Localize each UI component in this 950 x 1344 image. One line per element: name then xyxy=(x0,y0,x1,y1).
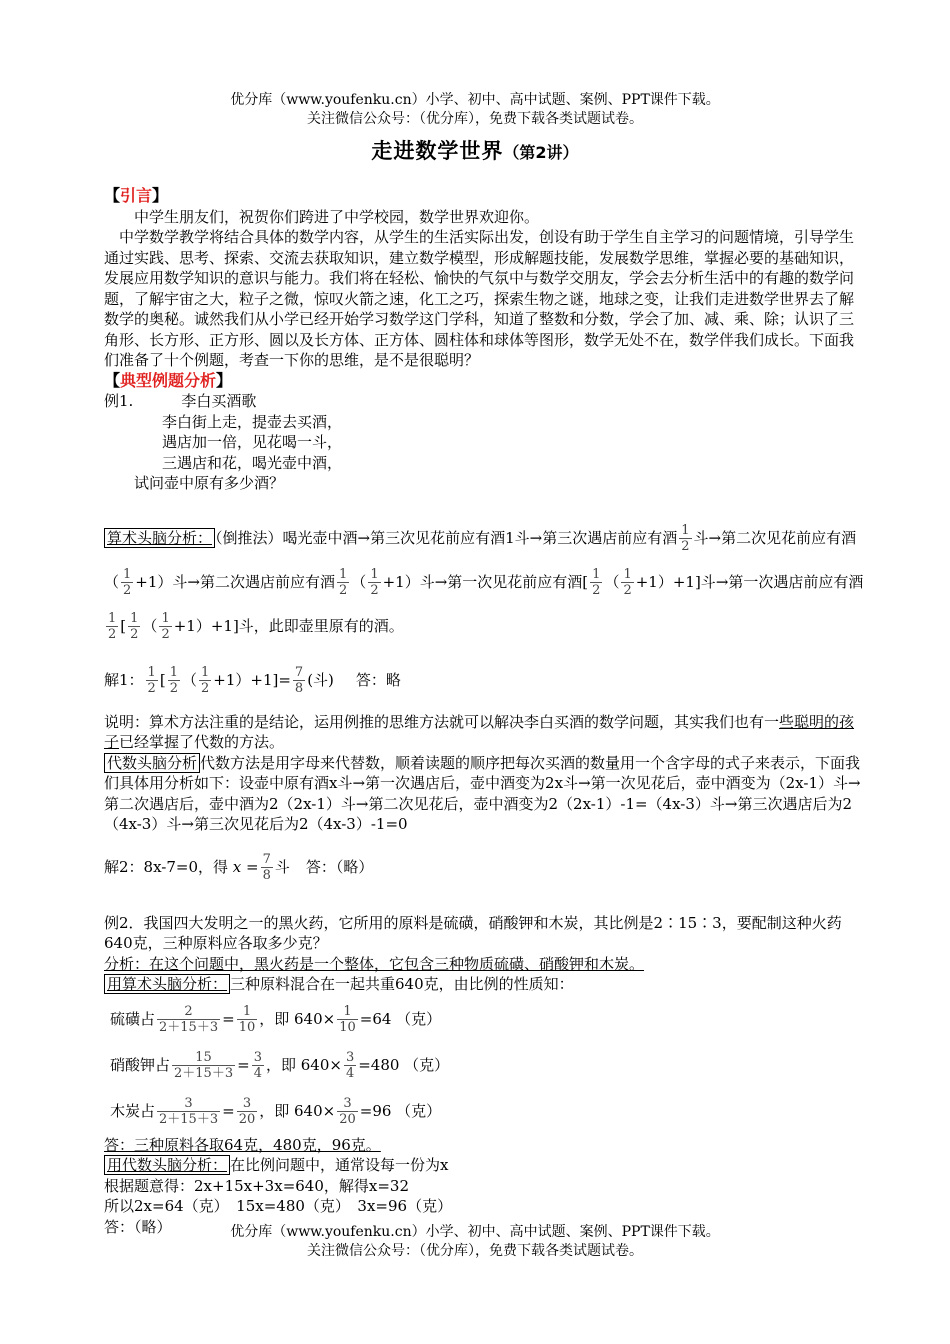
text-seg: （ xyxy=(604,572,620,591)
ex2-line-3: 答：（略） xyxy=(104,1217,172,1236)
arrow-icon: → xyxy=(578,774,591,792)
ex1-solution-1 xyxy=(104,658,864,702)
fraction: $\frac{15}{2+15+3}$ xyxy=(174,1050,234,1081)
ex2-line-1: 根据题意得：2x+15x+3x=640，解得x=32 xyxy=(104,1176,410,1195)
ex2-question: 例2．我国四大发明之一的黑火药，它所用的原料是硫磺，硝酸钾和木炭，其比例是2∶15∶3，要配制这种火药640克，三种原料应各取多少克？ xyxy=(104,913,842,952)
arrow-icon: → xyxy=(352,774,366,792)
text-seg: 在比例问题中，通常设每一份为x xyxy=(230,1156,449,1174)
header-line-2: 关注微信公众号：（优分库），免费下载各类试题试卷。 xyxy=(307,111,643,127)
text-seg: [ xyxy=(120,616,127,635)
text-seg: 第一次遇店前应有酒 xyxy=(728,572,864,591)
text-seg: x = xyxy=(232,857,259,876)
fraction: $\frac{1}{2}$ xyxy=(200,665,210,696)
text-seg: 第一次遇店后，壶中酒变为2x斗 xyxy=(365,774,579,792)
text-seg: 说明：算术方法注重的是结论，运用例推的思维方法就可以解决李白买酒的数学问题，其实我们也有一 xyxy=(104,712,780,731)
fraction: $\frac{3}{20}$ xyxy=(339,1096,356,1127)
text-seg: 木炭占 xyxy=(110,1101,156,1120)
arrow-icon: → xyxy=(529,528,543,547)
intro-bracket-left: 【 xyxy=(104,186,121,205)
text-seg: 第一次见花后，壶中酒变为（2x-1）斗 xyxy=(590,774,848,792)
ex1-solution-2 xyxy=(104,845,864,889)
ex2-arith-label: 用算术头脑分析： xyxy=(104,974,230,994)
intro-paragraph-2: 中学数学教学将结合具体的数学内容，从学生的生活实际出发，创设有助于学生自主学习的问题情境，引导学生通过实践、思考、探索、交流去获取知识，建立数学模型，形成解题技能，发展数学思维，掌握必要的基础知识，发展应用数学知识的意识与能力。我们将在轻松、愉快的气氛中与数学交朋友，学会去分析生活中的有趣的数学问题，了解宇宙之大，粒子之微，惊叹火箭之速，化工之巧，探索生物之谜，地球之变，让我们走进数学世界去了解数学的奥秘。诚然我们从小学已经开始学习数学这门学科，知道了整数和分数，学会了加、减、乘、除；认识了三角形、长方形、正方形、圆以及长方体、正方体、圆柱体和球体等图形，数学无处不在，数学伴我们成长。下面我们准备了十个例题，考查一下你的思维，是不是很聪明？ xyxy=(104,228,855,369)
footer-line-1: 优分库（www.youfenku.cn）小学、初中、高中试题、案例、PPT课件下载。 xyxy=(230,1224,720,1240)
text-seg: = xyxy=(222,1009,235,1028)
arith-label: 算术头脑分析： xyxy=(104,528,215,548)
title-sub: （第2讲） xyxy=(503,143,579,162)
text-seg: = xyxy=(222,1101,235,1120)
text-seg: 第二次遇店前应有酒 xyxy=(200,572,336,591)
text-seg: 三种原料混合在一起共重640克，由比例的性质知： xyxy=(230,975,574,993)
text-seg: （ xyxy=(181,670,197,689)
page-title xyxy=(0,135,950,165)
text-seg: (斗) xyxy=(307,670,334,689)
arrow-icon: → xyxy=(715,572,729,591)
fraction: $\frac{1}{2}$ xyxy=(339,567,348,598)
examples-heading-text: 典型例题分析 xyxy=(120,370,217,390)
document-body xyxy=(104,186,864,1237)
arrow-icon: → xyxy=(848,774,861,792)
text-seg: +1）+1]斗 xyxy=(635,572,716,591)
examples-heading xyxy=(104,371,864,392)
fraction: $\frac{1}{2}$ xyxy=(592,567,601,598)
examples-bracket-left: 【 xyxy=(104,370,121,390)
ex1-arith-analysis xyxy=(104,516,864,648)
examples-bracket-right: 】 xyxy=(216,370,233,390)
fraction: $\frac{3}{2+15+3}$ xyxy=(159,1096,219,1127)
ex2-alg xyxy=(104,1155,864,1176)
arrow-icon: → xyxy=(187,572,200,591)
text-seg: 斗 xyxy=(274,857,290,876)
text-seg: 代数方法是用字母来代替数，顺着读题的顺序把每次买酒的数量用一个含字母的式子来表示，下面我们具体用分析如下：设壶中原有酒x斗 xyxy=(104,753,861,792)
text-seg: （ xyxy=(351,572,367,591)
text-seg: 第二次见花前应有酒（ xyxy=(104,528,857,591)
text-seg: [ xyxy=(159,670,166,689)
fraction: $\frac{1}{2}$ xyxy=(147,665,156,696)
intro-bracket-right: 】 xyxy=(152,186,169,205)
text-seg: = xyxy=(237,1055,250,1074)
arrow-icon: → xyxy=(434,572,448,591)
text-seg: 第三次遇店后为2（4x-3）斗 xyxy=(104,794,853,833)
fraction: $\frac{1}{2}$ xyxy=(370,567,379,598)
ex2-arith xyxy=(104,974,864,995)
intro-heading-text: 引言 xyxy=(120,186,153,205)
header-line-1: 优分库（www.youfenku.cn）小学、初中、高中试题、案例、PPT课件下载。 xyxy=(230,92,720,108)
ex2-line-2: 所以2x=64（克） 15x=480（克） 3x=96（克） xyxy=(104,1197,453,1215)
text-seg: 第三次见花前应有酒1斗 xyxy=(370,528,530,547)
text-seg: ，即 640× xyxy=(265,1055,342,1074)
text-seg: =96 （克） xyxy=(359,1101,442,1120)
text-seg: 解1： xyxy=(104,670,144,689)
ex1-alg-analysis xyxy=(104,753,864,835)
text-seg: 些聪明的孩子 xyxy=(104,712,855,751)
text-seg: （倒推法）喝光壶中酒 xyxy=(215,528,358,547)
text-seg: （ xyxy=(142,616,158,635)
ex1-question: 试问壶中原有多少酒？ xyxy=(134,474,285,492)
fraction: $\frac{1}{2}$ xyxy=(169,665,178,696)
poem-line-2: 遇店加一倍，见花喝一斗， xyxy=(162,433,343,451)
fraction: $\frac{1}{2}$ xyxy=(108,611,117,642)
title-main: 走进数学世界 xyxy=(371,139,504,163)
intro-paragraph-1: 中学生朋友们，祝贺你们跨进了中学校园，数学世界欢迎你。 xyxy=(134,207,540,226)
text-seg: 第三次见花后为2（4x-3）-1=0 xyxy=(193,815,408,833)
text-seg: 第二次见花后，壶中酒变为2（2x-1）-1=（4x-3）斗 xyxy=(368,794,725,813)
text-seg: 第三次遇店前应有酒 xyxy=(542,528,678,547)
ratio-row-sulfur xyxy=(104,997,864,1041)
arrow-icon: → xyxy=(357,528,371,547)
ex2-answer: 答：三种原料各取64克，480克，96克。 xyxy=(104,1135,381,1154)
arrow-icon: → xyxy=(708,528,722,547)
text-seg: 第一次见花前应有酒[ xyxy=(447,572,589,591)
ex2-alg-label: 用代数头脑分析： xyxy=(104,1155,230,1175)
fraction: $\frac{3}{4}$ xyxy=(253,1050,262,1081)
fraction: $\frac{1}{2}$ xyxy=(623,567,632,598)
text-seg: +1）斗 xyxy=(382,572,435,591)
fraction: $\frac{1}{2}$ xyxy=(123,567,132,598)
footer-line-2: 关注微信公众号：（优分库），免费下载各类试题试卷。 xyxy=(307,1243,643,1259)
text-seg: +1）斗 xyxy=(135,572,188,591)
text-seg: 已经掌握了代数的方法。 xyxy=(119,733,285,751)
text-seg: 第二次遇店后，壶中酒为2（2x-1）斗 xyxy=(104,794,356,813)
alg-label: 代数头脑分析 xyxy=(104,753,200,773)
arrow-icon: → xyxy=(355,794,369,813)
fraction: $\frac{1}{10}$ xyxy=(339,1004,356,1035)
ex1-note xyxy=(104,712,864,753)
header-top xyxy=(0,91,950,129)
fraction: $\frac{7}{8}$ xyxy=(294,665,304,696)
ex1-label: 例1. xyxy=(104,392,134,410)
text-seg: 硝酸钾占 xyxy=(110,1055,171,1074)
text-seg: 硫磺占 xyxy=(110,1009,156,1028)
ratio-row-charcoal xyxy=(104,1089,864,1133)
intro-heading xyxy=(104,186,864,207)
fraction: $\frac{3}{4}$ xyxy=(345,1050,355,1081)
fraction: $\frac{7}{8}$ xyxy=(262,852,271,883)
footer xyxy=(0,1223,950,1261)
fraction: $\frac{1}{2}$ xyxy=(161,611,170,642)
arrow-icon: → xyxy=(181,815,194,833)
poem-line-3: 三遇店和花，喝光壶中酒， xyxy=(162,453,343,472)
fraction: $\frac{1}{2}$ xyxy=(130,611,139,642)
text-seg: ，即 640× xyxy=(259,1101,336,1120)
fraction: $\frac{3}{20}$ xyxy=(238,1096,256,1127)
text-seg: =480 （克） xyxy=(358,1055,450,1074)
text-seg: 斗 xyxy=(693,528,709,547)
text-seg: 答：略 xyxy=(355,670,401,689)
fraction: $\frac{2}{2+15+3}$ xyxy=(159,1004,219,1035)
text-seg: =64 （克） xyxy=(359,1009,442,1028)
arrow-icon: → xyxy=(724,794,738,813)
text-seg: +1）+1]= xyxy=(213,670,291,689)
text-seg: +1）+1]斗，此即壶里原有的酒。 xyxy=(173,616,404,635)
fraction: $\frac{1}{10}$ xyxy=(238,1004,256,1035)
text-seg: 解2：8x-7=0，得 xyxy=(104,857,229,876)
ex2-analysis: 分析：在这个问题中，黑火药是一个整体，它包含三种物质硫磺、硝酸钾和木炭。 xyxy=(104,954,645,973)
poem-line-1: 李白街上走，提壶去买酒， xyxy=(162,412,343,431)
text-seg: ，即 640× xyxy=(259,1009,336,1028)
ex1-poem-title: 李白买酒歌 xyxy=(181,392,257,410)
text-seg: 答：（略） xyxy=(305,857,374,876)
ratio-row-saltpeter xyxy=(104,1043,864,1087)
fraction: $\frac{1}{2}$ xyxy=(681,523,690,554)
ex1-title xyxy=(104,391,864,412)
